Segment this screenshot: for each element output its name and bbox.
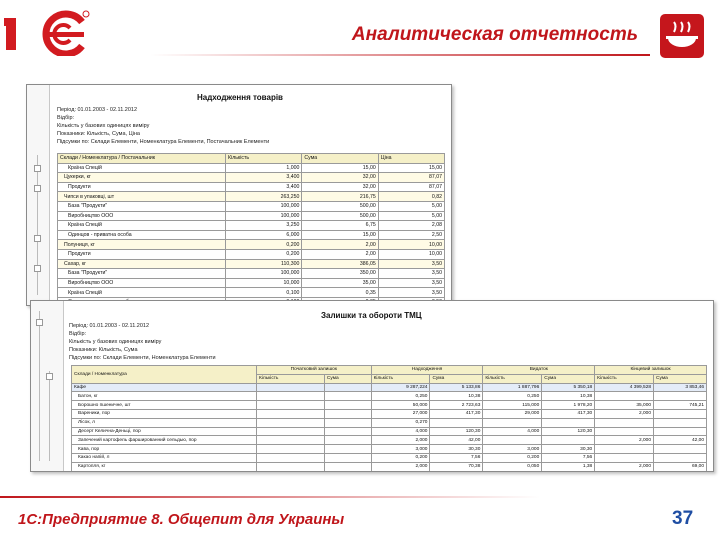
table-cell: Полуниця, кг bbox=[58, 240, 226, 250]
table-cell: Вареники, пор bbox=[72, 409, 257, 418]
report-param: Кількість у базових одиницях виміру bbox=[57, 123, 150, 129]
table-cell bbox=[430, 471, 483, 472]
table-cell: 10,38 bbox=[542, 392, 595, 401]
table-cell: Кафе bbox=[72, 383, 257, 392]
table-cell: 2,000 bbox=[595, 436, 654, 445]
table-cell bbox=[72, 471, 257, 472]
table-cell: 30,30 bbox=[542, 445, 595, 454]
report-param: Підсумки по: Склади Елементи, Номенклатура Елементи, Постачальник Елементи bbox=[57, 139, 270, 145]
table-cell: 3,400 bbox=[226, 182, 302, 192]
table-cell: 27,000 bbox=[371, 409, 430, 418]
table-cell: 386,05 bbox=[302, 259, 378, 269]
table-cell: 417,30 bbox=[430, 409, 483, 418]
table-cell bbox=[257, 427, 325, 436]
table-cell bbox=[654, 418, 707, 427]
table-row[interactable] bbox=[72, 383, 707, 392]
table-cell bbox=[483, 436, 542, 445]
table-row[interactable] bbox=[72, 418, 707, 427]
table-cell: Продукти bbox=[58, 249, 226, 259]
table-cell bbox=[257, 409, 325, 418]
table-cell: Картопля, кг bbox=[72, 462, 257, 471]
table-cell bbox=[257, 401, 325, 410]
table-cell: 3,50 bbox=[378, 278, 444, 288]
table-row[interactable] bbox=[58, 163, 445, 173]
table-cell: Країна Спецій bbox=[58, 163, 226, 173]
table-cell: 35,000 bbox=[595, 401, 654, 410]
table-cell: 87,07 bbox=[378, 173, 444, 183]
table-cell: 10,38 bbox=[430, 392, 483, 401]
table-row[interactable] bbox=[72, 401, 707, 410]
column-subheader[interactable]: Сума bbox=[430, 374, 483, 383]
footer-product-name: 1С:Предприятие 8. Общепит для Украины bbox=[18, 511, 345, 528]
table-cell bbox=[595, 445, 654, 454]
table-cell bbox=[371, 471, 430, 472]
table-cell: 5 350,18 bbox=[542, 383, 595, 392]
table-cell: 3,000 bbox=[371, 445, 430, 454]
table-cell: 500,00 bbox=[302, 201, 378, 211]
stock-turnover-report-window[interactable] bbox=[30, 300, 714, 472]
table-cell: 35,00 bbox=[302, 278, 378, 288]
table-cell: 0,200 bbox=[483, 453, 542, 462]
table-cell bbox=[542, 418, 595, 427]
table-cell bbox=[654, 471, 707, 472]
table-cell: 0,200 bbox=[226, 240, 302, 250]
table-row[interactable] bbox=[58, 201, 445, 211]
table-row[interactable] bbox=[58, 173, 445, 183]
table-cell bbox=[595, 427, 654, 436]
table-row[interactable] bbox=[72, 471, 707, 472]
collapse-toggle-icon[interactable] bbox=[34, 165, 41, 172]
table-cell bbox=[654, 392, 707, 401]
table-cell bbox=[654, 427, 707, 436]
column-subheader[interactable]: Сума bbox=[324, 374, 371, 383]
column-header[interactable]: Склади / Номенклатура / Постачальник bbox=[58, 154, 226, 164]
table-row[interactable] bbox=[58, 249, 445, 259]
table-cell: 0,250 bbox=[371, 392, 430, 401]
table-cell: Продукти bbox=[58, 182, 226, 192]
table-cell: 0,82 bbox=[378, 192, 444, 202]
table-cell: 32,00 bbox=[302, 173, 378, 183]
table-cell: 2,08 bbox=[378, 221, 444, 231]
table-cell: Батон, кг bbox=[72, 392, 257, 401]
slide-title: Аналитическая отчетность bbox=[351, 24, 638, 45]
table-cell: База "Продукти" bbox=[58, 201, 226, 211]
table-cell: 15,00 bbox=[378, 163, 444, 173]
table-cell: 2,000 bbox=[595, 409, 654, 418]
report-param: Період: 01.01.2003 - 02.11.2012 bbox=[57, 107, 138, 113]
report-param: Період: 01.01.2003 - 02.11.2012 bbox=[69, 323, 150, 329]
table-cell bbox=[324, 427, 371, 436]
table-row[interactable] bbox=[58, 211, 445, 221]
column-subheader[interactable]: Сума bbox=[654, 374, 707, 383]
table-row[interactable] bbox=[58, 240, 445, 250]
table-cell: 30,30 bbox=[430, 445, 483, 454]
table-row[interactable] bbox=[72, 409, 707, 418]
1c-logo-icon bbox=[4, 8, 90, 56]
table-cell: 263,250 bbox=[226, 192, 302, 202]
column-header[interactable]: Кінцевий залишок bbox=[595, 366, 707, 375]
table-cell: 1 887,796 bbox=[483, 383, 542, 392]
report-param: Показники: Кількість, Сума bbox=[69, 347, 138, 353]
table-cell: 32,00 bbox=[302, 182, 378, 192]
table-cell bbox=[324, 401, 371, 410]
report-title: Надходження товарів bbox=[197, 93, 283, 102]
table-row[interactable] bbox=[72, 436, 707, 445]
table-cell bbox=[324, 418, 371, 427]
collapse-toggle-icon[interactable] bbox=[46, 373, 53, 380]
table-cell: 0,050 bbox=[483, 462, 542, 471]
table-cell: 100,000 bbox=[226, 211, 302, 221]
table-cell: 1 978,20 bbox=[542, 401, 595, 410]
table-cell: 7,56 bbox=[430, 453, 483, 462]
collapse-toggle-icon[interactable] bbox=[34, 185, 41, 192]
table-cell: 4,000 bbox=[371, 427, 430, 436]
table-cell: 120,30 bbox=[542, 427, 595, 436]
table-cell: 417,30 bbox=[542, 409, 595, 418]
table-cell: 3,50 bbox=[378, 259, 444, 269]
table-cell: Країна Спецій bbox=[58, 288, 226, 298]
table-cell bbox=[595, 471, 654, 472]
table-cell: Виробництво ООО bbox=[58, 211, 226, 221]
table-cell: 2,000 bbox=[371, 436, 430, 445]
column-header[interactable]: Видаток bbox=[483, 366, 595, 375]
table-cell bbox=[324, 471, 371, 472]
table-row[interactable] bbox=[72, 462, 707, 471]
table-cell: Запечений картофель фаршированний сельдью, пор bbox=[72, 436, 257, 445]
table-cell: 500,00 bbox=[302, 211, 378, 221]
table-cell: 87,07 bbox=[378, 182, 444, 192]
table-cell: 10,00 bbox=[378, 249, 444, 259]
table-cell: 0,200 bbox=[226, 249, 302, 259]
table-cell: 70,38 bbox=[430, 462, 483, 471]
table-cell: 2,00 bbox=[302, 240, 378, 250]
table-cell: 3,50 bbox=[378, 269, 444, 279]
table-cell: 15,00 bbox=[302, 163, 378, 173]
table-cell: 7,56 bbox=[542, 453, 595, 462]
table-cell: 0,200 bbox=[371, 453, 430, 462]
table-cell bbox=[324, 392, 371, 401]
table-cell: Какао напій, л bbox=[72, 453, 257, 462]
table-row[interactable] bbox=[58, 230, 445, 240]
table-cell: Одинцов - приватна особа bbox=[58, 230, 226, 240]
table-cell: Цукерки, кг bbox=[58, 173, 226, 183]
column-header[interactable]: Склади / Номенклатура bbox=[72, 366, 257, 384]
table-cell bbox=[257, 445, 325, 454]
table-cell: 0,250 bbox=[483, 392, 542, 401]
title-divider bbox=[150, 54, 650, 56]
table-cell: 3,400 bbox=[226, 173, 302, 183]
table-row[interactable] bbox=[72, 392, 707, 401]
table-cell: 120,30 bbox=[430, 427, 483, 436]
goods-receipt-report-window[interactable] bbox=[26, 84, 452, 306]
table-cell bbox=[324, 445, 371, 454]
table-cell: 745,21 bbox=[654, 401, 707, 410]
table-cell bbox=[257, 418, 325, 427]
table-cell: 9 287,224 bbox=[371, 383, 430, 392]
table-row[interactable] bbox=[58, 182, 445, 192]
report-param: Відбір: bbox=[57, 115, 75, 121]
table-cell: 2,50 bbox=[378, 230, 444, 240]
table-cell: 2,000 bbox=[371, 462, 430, 471]
table-cell: 115,000 bbox=[483, 401, 542, 410]
table-row[interactable] bbox=[58, 288, 445, 298]
table-row[interactable] bbox=[58, 269, 445, 279]
table-cell: 1,000 bbox=[226, 163, 302, 173]
column-subheader[interactable]: Кількість bbox=[257, 374, 325, 383]
grouping-gutter[interactable] bbox=[31, 301, 64, 471]
stock-turnover-table bbox=[71, 365, 707, 472]
table-cell bbox=[483, 471, 542, 472]
restaurant-dish-icon bbox=[660, 14, 704, 58]
table-cell: 0,100 bbox=[226, 288, 302, 298]
column-header[interactable]: Початковий залишок bbox=[257, 366, 372, 375]
table-cell: 100,000 bbox=[226, 269, 302, 279]
table-cell: 4 399,528 bbox=[595, 383, 654, 392]
report-param: Кількість у базових одиницях виміру bbox=[69, 339, 162, 345]
table-cell: 100,000 bbox=[226, 201, 302, 211]
table-row[interactable] bbox=[58, 278, 445, 288]
table-cell bbox=[324, 462, 371, 471]
table-row[interactable] bbox=[72, 427, 707, 436]
table-cell: 5,00 bbox=[378, 211, 444, 221]
table-cell bbox=[595, 453, 654, 462]
column-subheader[interactable]: Кількість bbox=[483, 374, 542, 383]
table-row[interactable] bbox=[72, 445, 707, 454]
table-cell bbox=[257, 392, 325, 401]
table-cell bbox=[654, 453, 707, 462]
table-cell: 10,000 bbox=[226, 278, 302, 288]
table-cell: Чипси в упаковці, шт bbox=[58, 192, 226, 202]
table-cell: 3,250 bbox=[226, 221, 302, 231]
table-cell: 3 853,46 bbox=[654, 383, 707, 392]
report-param: Показники: Кількість, Сума, Ціна bbox=[57, 131, 140, 137]
table-cell bbox=[654, 445, 707, 454]
table-cell: 6,75 bbox=[302, 221, 378, 231]
collapse-toggle-icon[interactable] bbox=[34, 235, 41, 242]
table-cell: 2 723,63 bbox=[430, 401, 483, 410]
table-cell: Десерт Келична-Деньці, пор bbox=[72, 427, 257, 436]
table-cell: База "Продукти" bbox=[58, 269, 226, 279]
table-cell bbox=[257, 471, 325, 472]
table-cell: 10,00 bbox=[378, 240, 444, 250]
table-cell: 0,35 bbox=[302, 288, 378, 298]
table-cell: 42,00 bbox=[430, 436, 483, 445]
table-cell bbox=[542, 436, 595, 445]
table-cell: 350,00 bbox=[302, 269, 378, 279]
table-cell: 5 133,86 bbox=[430, 383, 483, 392]
column-subheader[interactable]: Кількість bbox=[371, 374, 430, 383]
table-cell bbox=[257, 462, 325, 471]
table-cell: 5,00 bbox=[378, 201, 444, 211]
table-cell bbox=[257, 383, 325, 392]
table-cell: 29,000 bbox=[483, 409, 542, 418]
table-cell bbox=[430, 418, 483, 427]
footer-divider bbox=[0, 496, 540, 498]
table-cell: 15,00 bbox=[302, 230, 378, 240]
report-title: Залишки та обороти ТМЦ bbox=[321, 311, 422, 320]
collapse-toggle-icon[interactable] bbox=[36, 319, 43, 326]
table-row[interactable] bbox=[58, 221, 445, 231]
report-param: Відбір: bbox=[69, 331, 87, 337]
table-cell: 3,000 bbox=[483, 445, 542, 454]
table-cell: 6,000 bbox=[226, 230, 302, 240]
table-cell bbox=[257, 453, 325, 462]
table-cell bbox=[654, 409, 707, 418]
table-cell: 50,000 bbox=[371, 401, 430, 410]
column-header[interactable]: Сума bbox=[302, 154, 378, 164]
column-header[interactable]: Кількість bbox=[226, 154, 302, 164]
table-cell: Борошно пшеничне, шт bbox=[72, 401, 257, 410]
table-cell: Сахар, кг bbox=[58, 259, 226, 269]
report-param: Підсумки по: Склади Елементи, Номенклатура Елементи bbox=[69, 355, 216, 361]
table-cell: 110,300 bbox=[226, 259, 302, 269]
collapse-toggle-icon[interactable] bbox=[34, 265, 41, 272]
table-cell: Кава, пор bbox=[72, 445, 257, 454]
table-cell bbox=[257, 436, 325, 445]
table-cell bbox=[324, 453, 371, 462]
column-header[interactable]: Ціна bbox=[378, 154, 444, 164]
table-row[interactable] bbox=[58, 192, 445, 202]
column-subheader[interactable]: Кількість bbox=[595, 374, 654, 383]
table-cell: 1,38 bbox=[542, 462, 595, 471]
table-cell: 69,00 bbox=[654, 462, 707, 471]
column-subheader[interactable]: Сума bbox=[542, 374, 595, 383]
table-row[interactable] bbox=[72, 453, 707, 462]
table-cell bbox=[542, 471, 595, 472]
table-cell: Виробництво ООО bbox=[58, 278, 226, 288]
table-cell bbox=[595, 418, 654, 427]
table-cell: 2,000 bbox=[595, 462, 654, 471]
table-cell: 3,50 bbox=[378, 288, 444, 298]
table-cell bbox=[483, 418, 542, 427]
table-cell: 42,00 bbox=[654, 436, 707, 445]
table-cell: Країна Спецій bbox=[58, 221, 226, 231]
table-cell bbox=[324, 409, 371, 418]
table-cell bbox=[595, 392, 654, 401]
column-header[interactable]: Надходження bbox=[371, 366, 483, 375]
table-cell: Лісок, л bbox=[72, 418, 257, 427]
goods-receipt-table bbox=[57, 153, 445, 306]
table-cell: 4,000 bbox=[483, 427, 542, 436]
grouping-gutter[interactable] bbox=[27, 85, 50, 305]
table-cell bbox=[324, 383, 371, 392]
table-cell: 2,00 bbox=[302, 249, 378, 259]
page-number: 37 bbox=[672, 508, 694, 529]
table-row[interactable] bbox=[58, 259, 445, 269]
table-cell: 216,75 bbox=[302, 192, 378, 202]
table-cell bbox=[324, 436, 371, 445]
table-cell: 0,270 bbox=[371, 418, 430, 427]
